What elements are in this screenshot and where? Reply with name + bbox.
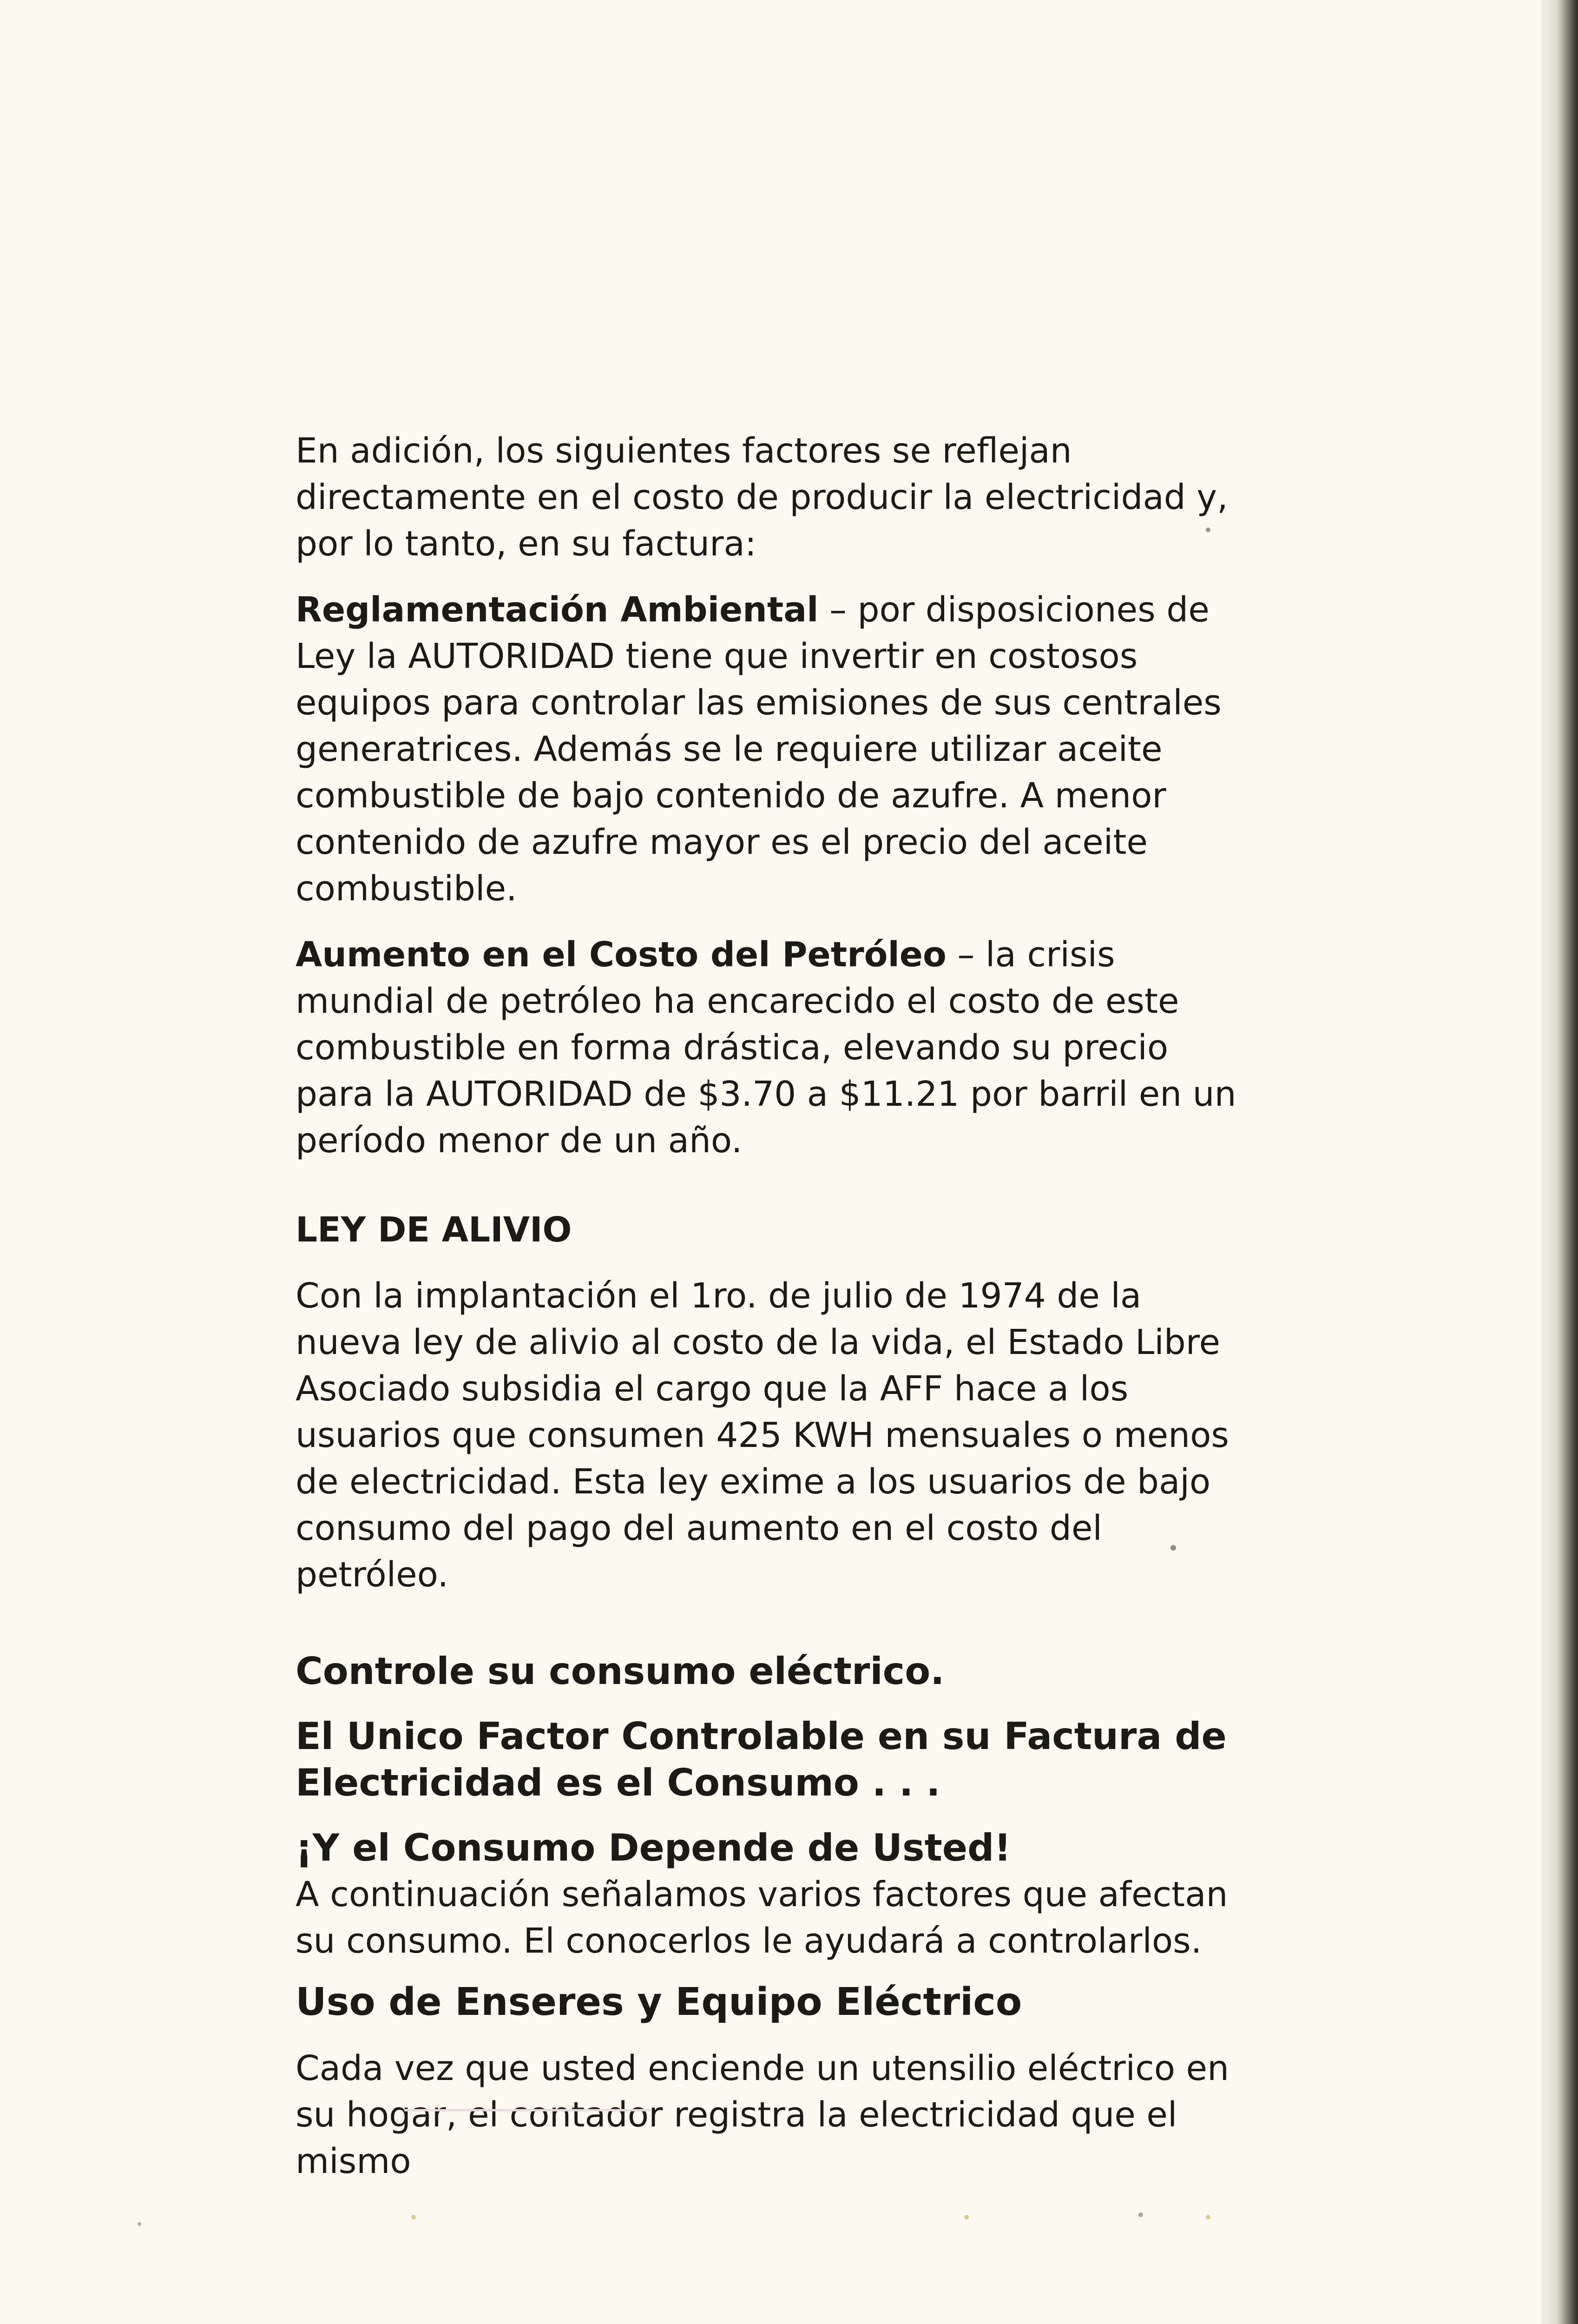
ley-de-alivio-paragraph: Con la implantación el 1ro. de julio de 1974 de la nueva ley de alivio al costo de la vida, el Estado Libre Asociado subsidia el cargo que la AFF hace a los usuarios que consumen 425 KWH mensuales o menos de electricidad. Esta ley exime a los usuarios de bajo consumo del pago del aumento en el costo del petróleo.	[296, 1276, 1229, 1595]
oil-cost-term: Aumento en el Costo del Petróleo	[296, 935, 947, 975]
intro-paragraph: En adición, los siguientes factores se reflejan directamente en el costo de producir la electricidad y, por lo tanto, en su factura:	[296, 431, 1228, 564]
appliances-paragraph: Cada vez que usted enciende un utensilio eléctrico en su hogar, el contador registra la electricidad que el mismo	[296, 2048, 1229, 2181]
depends-on-you-headline: ¡Y el Consumo Depende de Usted!	[296, 1826, 1011, 1869]
environmental-regulation-term: Reglamentación Ambiental	[296, 590, 819, 630]
factors-paragraph: A continuación señalamos varios factores que afectan su consumo. El conocerlos le ayudará a controlarlos.	[296, 1875, 1228, 1961]
appliances-subheading: Uso de Enseres y Equipo Eléctrico	[296, 1980, 1022, 2024]
control-consumption-headline: Controle su consumo eléctrico.	[296, 1650, 945, 1693]
oil-cost-text: – la crisis mundial de petróleo ha encarecido el costo de este combustible en forma drástica, elevando su precio para la AUTORIDAD de $3.70 a $11.21 por barril en un período menor de un año.	[296, 935, 1236, 1161]
environmental-regulation-text: – por disposiciones de Ley la AUTORIDAD tiene que invertir en costosos equipos para controlar las emisiones de sus centrales generatrices. Además se le requiere utilizar aceite combustible de bajo contenido de azufre. A menor contenido de azufre mayor es el precio del aceite combustible.	[296, 590, 1222, 909]
ley-de-alivio-heading: LEY DE ALIVIO	[296, 1210, 572, 1250]
controllable-factor-headline: El Unico Factor Controlable en su Factura de Electricidad es el Consumo . . .	[296, 1715, 1227, 1804]
